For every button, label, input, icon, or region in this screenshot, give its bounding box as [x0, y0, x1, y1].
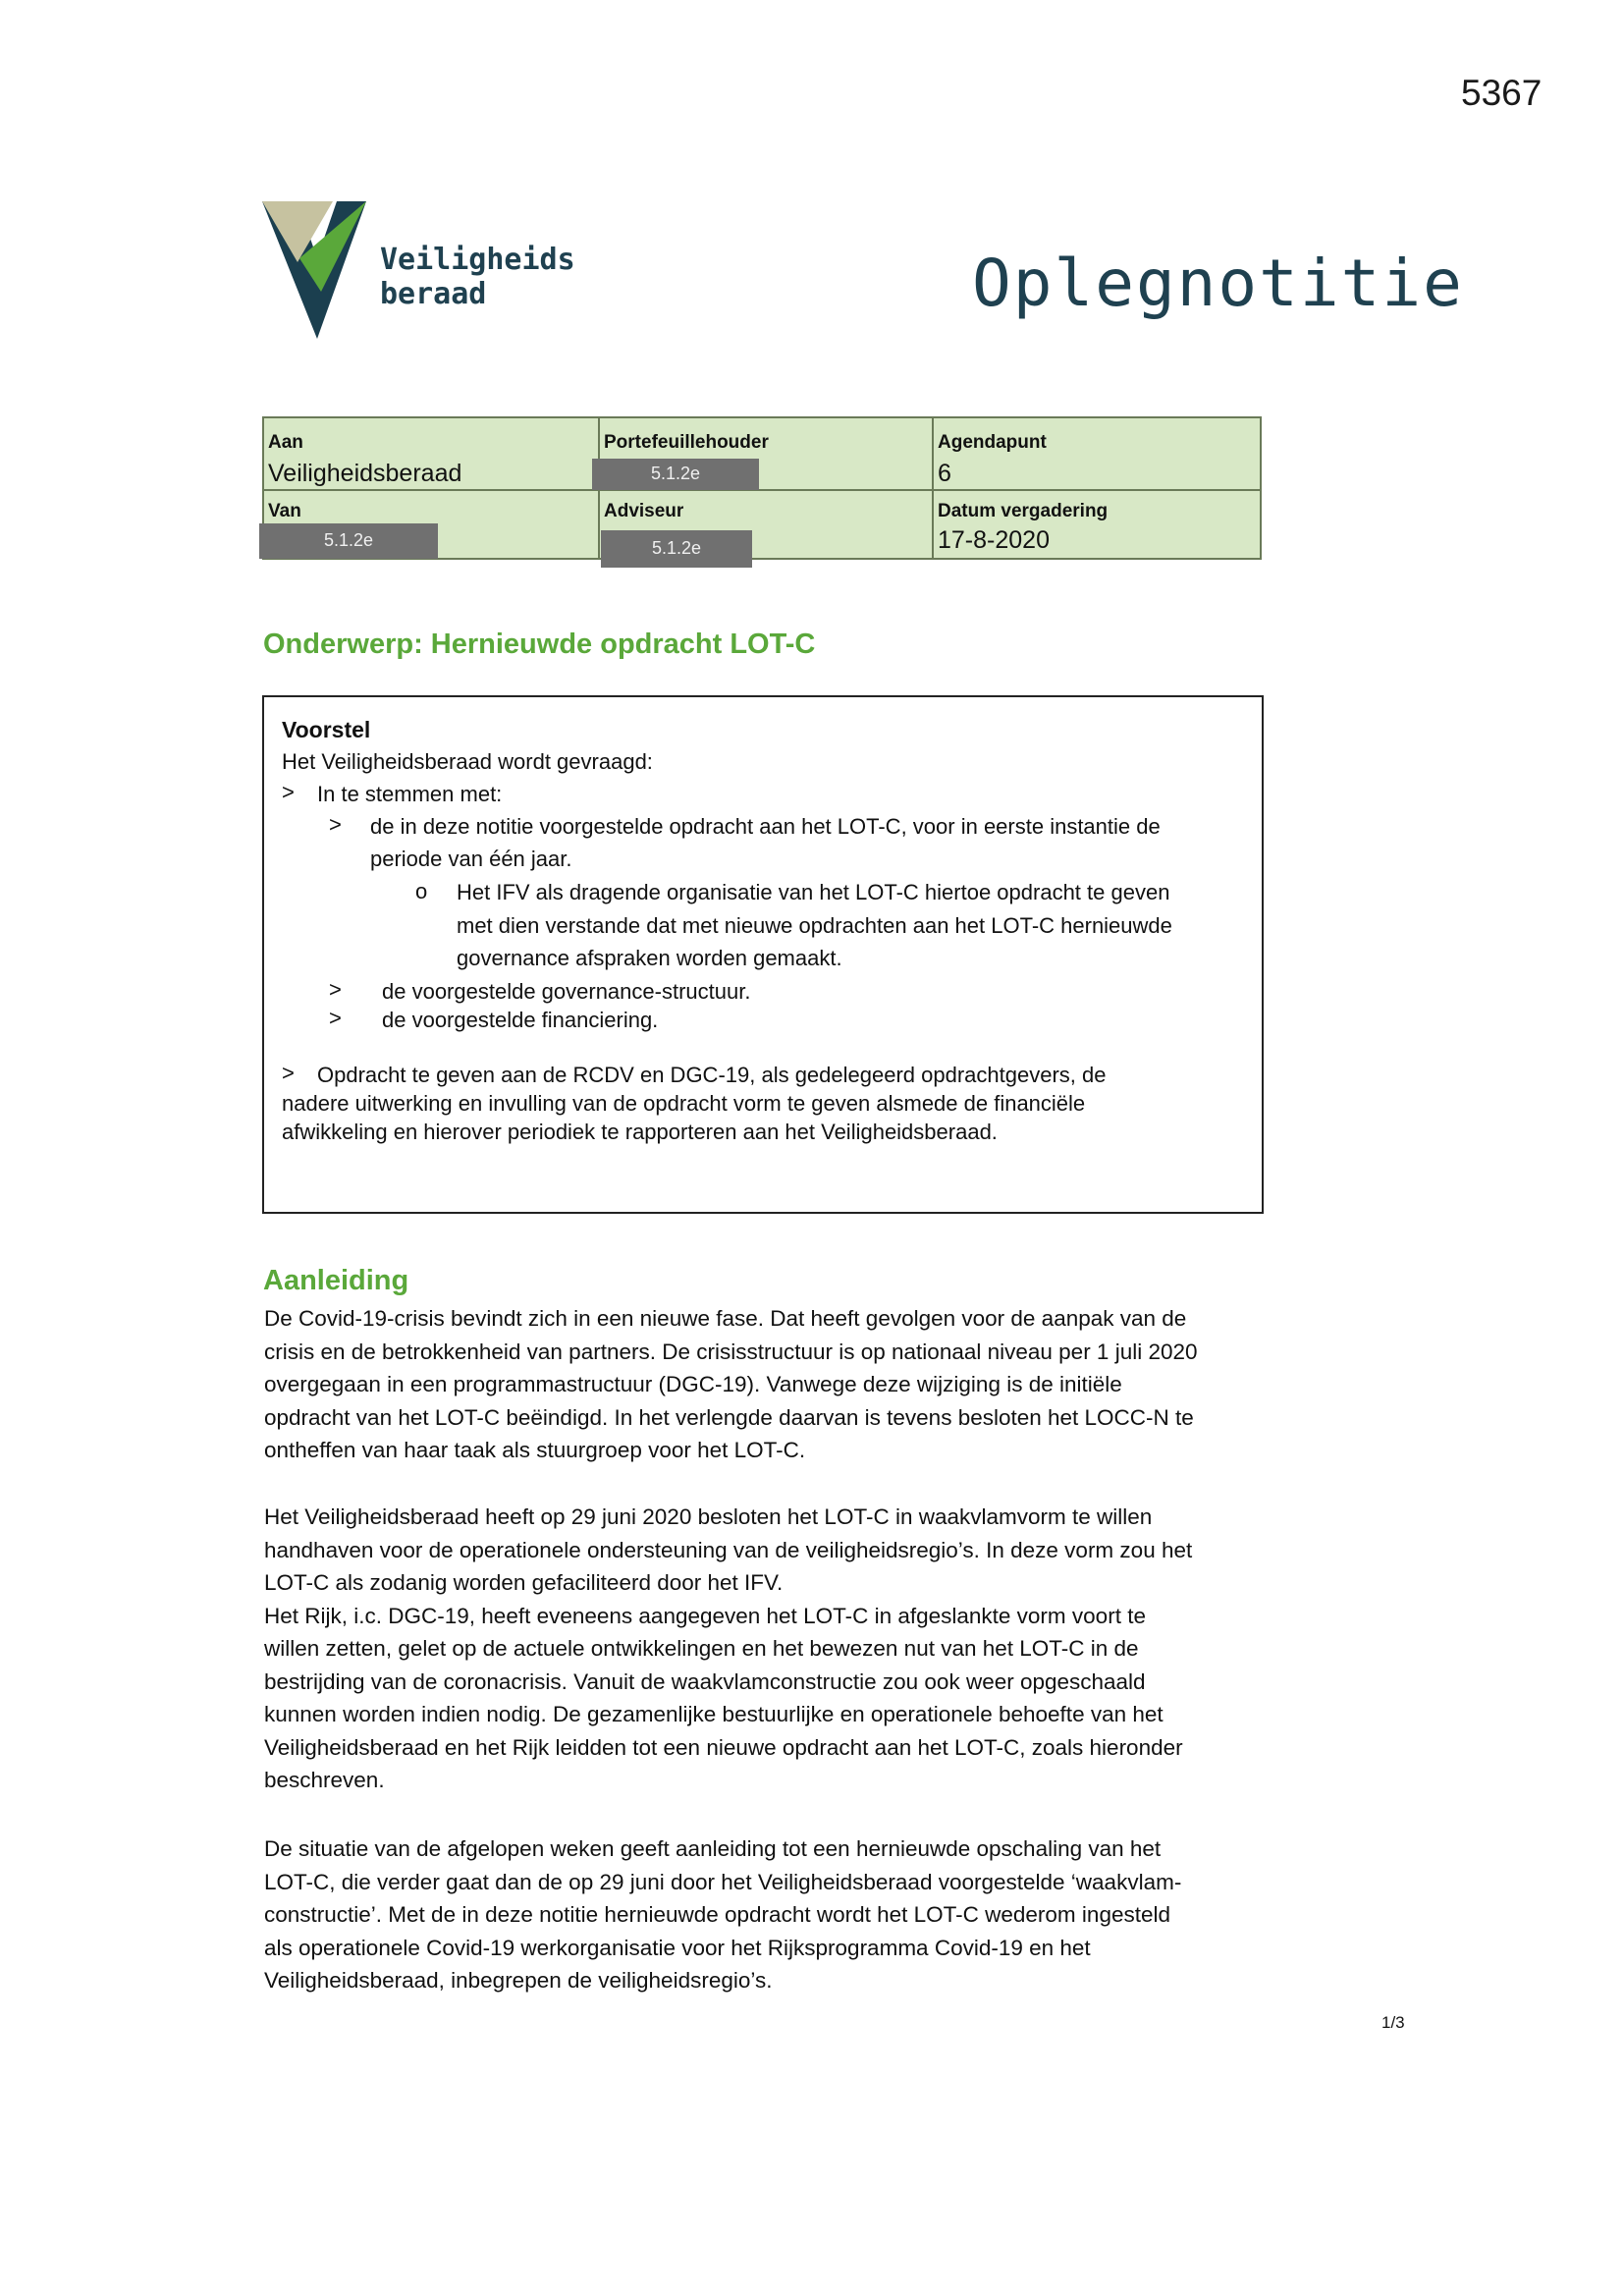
proposal-item-2-line2: nadere uitwerking en invulling van de opdracht vorm te geven alsmede de financiële: [282, 1091, 1086, 1116]
bullet-marker: >: [329, 812, 342, 837]
bullet-marker: >: [329, 977, 342, 1002]
paragraph-line: Veiligheidsberaad en het Rijk leidden tot een nieuwe opdracht aan het LOT-C, zoals hieronder: [264, 1734, 1183, 1760]
proposal-intro: Het Veiligheidsberaad wordt gevraagd:: [282, 749, 653, 774]
sub-bullet-marker: o: [415, 879, 428, 903]
aanleiding-paragraph-1: [264, 1302, 1275, 1467]
paragraph-line: crisis en de betrokkenheid van partners. De crisisstructuur is op nationaal niveau per 1 juli 2020: [264, 1339, 1198, 1364]
datum-label: Datum vergadering: [938, 501, 1109, 521]
paragraph-line: Het Rijk, i.c. DGC-19, heeft eveneens aangegeven het LOT-C in afgeslankte vorm voort te: [264, 1603, 1146, 1628]
aanleiding-paragraph-2: [264, 1501, 1275, 1797]
paragraph-line: overgegaan in een programmastructuur (DGC-19). Vanwege deze wijziging is de initiële: [264, 1372, 1122, 1396]
paragraph-line: als operationele Covid-19 werkorganisatie voor het Rijksprogramma Covid-19 en het: [264, 1935, 1091, 1960]
agendapunt-cell: [934, 418, 1262, 489]
paragraph-line: constructie’. Met de in deze notitie hernieuwde opdracht wordt het LOT-C wederom ingesteld: [264, 1902, 1170, 1927]
bullet-marker: >: [282, 780, 295, 804]
proposal-item-1: In te stemmen met:: [317, 782, 503, 806]
aan-value: Veiligheidsberaad: [268, 460, 462, 487]
datum-cell: [934, 491, 1262, 560]
paragraph-line: opdracht van het LOT-C beëindigd. In het verlengde daarvan is tevens besloten het LOCC-N te: [264, 1404, 1194, 1430]
paragraph-line: beschreven.: [264, 1768, 385, 1792]
paragraph-line: kunnen worden indien nodig. De gezamenlijke bestuurlijke en operationele behoefte van het: [264, 1702, 1164, 1726]
proposal-item-1a-sub-line3: governance afspraken worden gemaakt.: [457, 946, 842, 970]
portefeuillehouder-label: Portefeuillehouder: [604, 432, 769, 453]
redaction-portefeuillehouder: 5.1.2e: [592, 459, 759, 490]
redaction-van: 5.1.2e: [259, 523, 438, 559]
proposal-box: [262, 695, 1264, 1214]
proposal-item-2-line1: Opdracht te geven aan de RCDV en DGC-19, als gedelegeerd opdrachtgevers, de: [317, 1063, 1107, 1087]
datum-value: 17-8-2020: [938, 526, 1050, 554]
subject-heading: Onderwerp: Hernieuwde opdracht LOT-C: [263, 629, 816, 660]
document-type-title: Oplegnotitie: [972, 246, 1464, 321]
bullet-marker: >: [282, 1061, 295, 1085]
proposal-item-1c: de voorgestelde financiering.: [382, 1008, 659, 1032]
proposal-item-2-line3: afwikkeling en hierover periodiek te rapporteren aan het Veiligheidsberaad.: [282, 1120, 998, 1144]
proposal-item-1a-line1: de in deze notitie voorgestelde opdracht aan het LOT-C, voor in eerste instantie de: [370, 814, 1161, 839]
paragraph-line: handhaven voor de operationele ondersteuning van de veiligheidsregio’s. In deze vorm zou het: [264, 1537, 1193, 1562]
aanleiding-paragraph-3: [264, 1832, 1275, 1997]
aanleiding-heading: Aanleiding: [263, 1265, 409, 1296]
aan-cell: [264, 418, 598, 489]
logo-v-icon: [262, 201, 370, 339]
adviseur-label: Adviseur: [604, 501, 684, 521]
page-number: 1/3: [1381, 2013, 1405, 2032]
agendapunt-label: Agendapunt: [938, 432, 1047, 453]
proposal-item-1a-line2: periode van één jaar.: [370, 847, 572, 871]
veiligheidsberaad-logo: [262, 201, 576, 339]
paragraph-line: Het Veiligheidsberaad heeft op 29 juni 2020 besloten het LOT-C in waakvlamvorm te willen: [264, 1504, 1153, 1529]
proposal-title: Voorstel: [282, 717, 371, 742]
document-number: 5367: [1461, 73, 1543, 113]
logo-wordmark: Veiligheids beraad: [380, 243, 575, 311]
paragraph-line: ontheffen van haar taak als stuurgroep voor het LOT-C.: [264, 1438, 806, 1462]
proposal-item-1a-sub-line1: Het IFV als dragende organisatie van het LOT-C hiertoe opdracht te geven: [457, 880, 1170, 904]
proposal-item-1a-sub-line2: met dien verstande dat met nieuwe opdrachten aan het LOT-C hernieuwde: [457, 913, 1172, 938]
bullet-marker: >: [329, 1006, 342, 1030]
agendapunt-value: 6: [938, 460, 951, 487]
paragraph-line: LOT-C als zodanig worden gefaciliteerd door het IFV.: [264, 1570, 784, 1595]
paragraph-line: willen zetten, gelet op de actuele ontwikkelingen en het bewezen nut van het LOT-C in de: [264, 1636, 1139, 1661]
aan-label: Aan: [268, 432, 303, 453]
van-label: Van: [268, 501, 301, 521]
paragraph-line: Veiligheidsberaad, inbegrepen de veiligheidsregio’s.: [264, 1968, 773, 1993]
paragraph-line: LOT-C, die verder gaat dan de op 29 juni door het Veiligheidsberaad voorgestelde ‘waakvlam-: [264, 1869, 1182, 1894]
paragraph-line: bestrijding van de coronacrisis. Vanuit de waakvlamconstructie zou ook weer opgeschaald: [264, 1668, 1146, 1694]
redaction-adviseur: 5.1.2e: [601, 530, 752, 568]
paragraph-line: De Covid-19-crisis bevindt zich in een nieuwe fase. Dat heeft gevolgen voor de aanpak van de: [264, 1306, 1187, 1331]
proposal-item-1b: de voorgestelde governance-structuur.: [382, 979, 751, 1004]
paragraph-line: De situatie van de afgelopen weken geeft aanleiding tot een hernieuwde opschaling van het: [264, 1836, 1162, 1861]
